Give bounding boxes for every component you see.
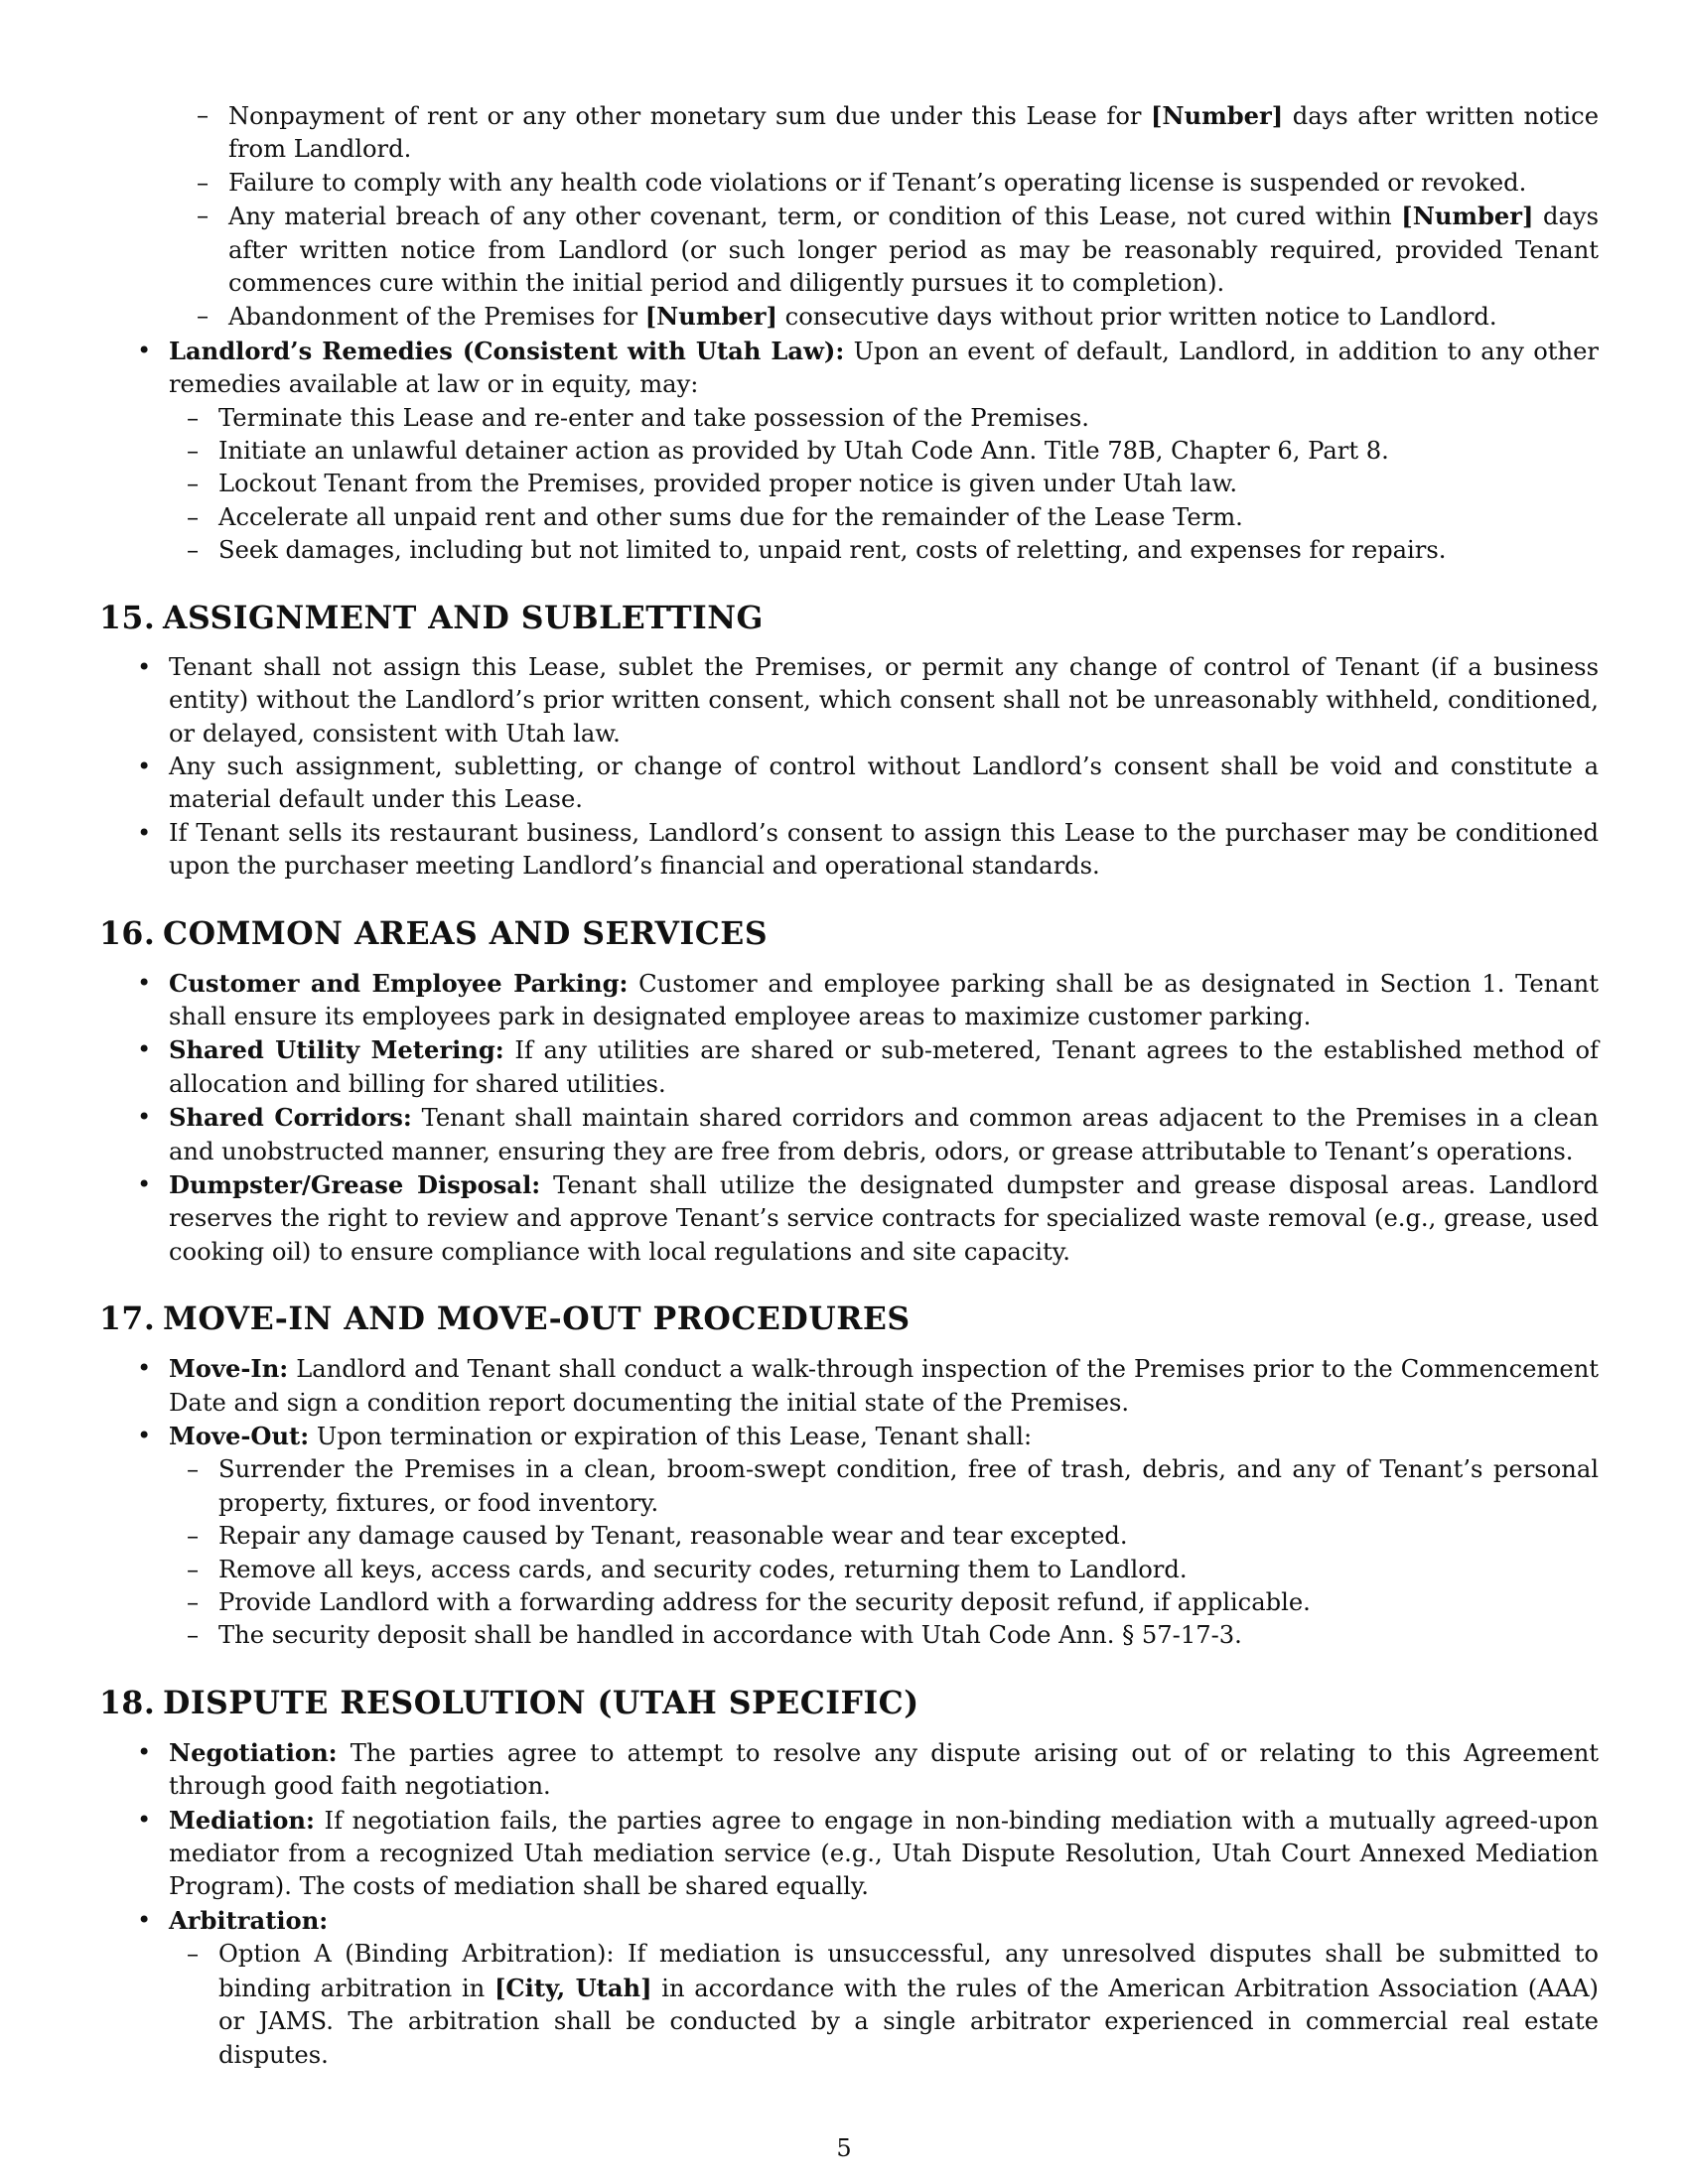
list-item: – Any material breach of any other covenant, term, or condition of this Lease, not cured within [Number] days after written notice from Landlord (or such longer period as may be reasonably required, provided Tenant commences cure within the initial period and diligently pursues it to completion). [99, 200, 1599, 300]
list-item: – Surrender the Premises in a clean, broom-swept condition, free of trash, debris, and any of Tenant’s personal property, fixtures, or food inventory. [159, 1453, 1599, 1520]
list-item: – Lockout Tenant from the Premises, provided proper notice is given under Utah law. [159, 468, 1599, 500]
list-item: – The security deposit shall be handled in accordance with Utah Code Ann. § 57-17-3. [159, 1619, 1599, 1652]
list-item: • If Tenant sells its restaurant business, Landlord’s consent to assign this Lease to the purchaser may be conditioned upon the purchaser meeting Landlord’s financial and operational standards. [99, 817, 1599, 884]
list-item: • Dumpster/Grease Disposal: Tenant shall utilize the designated dumpster and grease disposal areas. Landlord reserves the right to review and approve Tenant’s service contracts for specialized waste removal (e.g., grease, used cooking oil) to ensure compliance with local regulations and site capacity. [99, 1168, 1599, 1269]
list-item: • Arbitration: – Option A (Binding Arbitration): If mediation is unsuccessful, any unresolved disputes shall be submitted to binding arbitration in [City, Utah] in accordance with the rules of the American Arbitration Association (AAA) or JAMS. The arbitration shall be conducted by a single arbitrator experienced in commercial real estate disputes. [99, 1904, 1599, 2072]
list-item: – Failure to comply with any health code violations or if Tenant’s operating license is suspended or revoked. [99, 167, 1599, 200]
list-item: – Provide Landlord with a forwarding address for the security deposit refund, if applicable. [159, 1586, 1599, 1619]
list-item: • Move-Out: Upon termination or expiration of this Lease, Tenant shall: – Surrender the Premises in a clean, broom-swept condition, free of trash, debris, and any of Tenant’s personal property, fixtures, or food inventory. – Repair any damage caused by Tenant, reasonable wear and tear excepted. – Remove all keys, access cards, and security codes, returning them to Landlord. – Provide Landlord with a forwarding address for the security deposit refund, if applicable. – The security deposit shall be handled in accordance with Utah Code Ann. § 57-17-3. [99, 1420, 1599, 1653]
list-item: – Initiate an unlawful detainer action as provided by Utah Code Ann. Title 78B, Chapter 6, Part 8. [159, 435, 1599, 468]
list-item: • Any such assignment, subletting, or change of control without Landlord’s consent shall be void and constitute a material default under this Lease. [99, 751, 1599, 817]
section-16-list [99, 967, 1599, 1270]
list-item: – Option A (Binding Arbitration): If mediation is unsuccessful, any unresolved disputes shall be submitted to binding arbitration in [City, Utah] in accordance with the rules of the American Arbitration Association (AAA) or JAMS. The arbitration shall be conducted by a single arbitrator experienced in commercial real estate disputes. [159, 1938, 1599, 2072]
list-item: – Nonpayment of rent or any other monetary sum due under this Lease for [Number] days after written notice from Landlord. [99, 99, 1599, 167]
default-events-list [99, 99, 1599, 335]
section-heading-15: 15. ASSIGNMENT AND SUBLETTING [99, 599, 764, 636]
arbitration-sublist [159, 1938, 1599, 2072]
section-heading-17: 17. MOVE-IN AND MOVE-OUT PROCEDURES [99, 1300, 911, 1338]
remedies-list [99, 335, 1599, 568]
list-item: • Shared Utility Metering: If any utilities are shared or sub-metered, Tenant agrees to the established method of allocation and billing for shared utilities. [99, 1033, 1599, 1101]
list-item: • Move-In: Landlord and Tenant shall conduct a walk-through inspection of the Premises prior to the Commencement Date and sign a condition report documenting the initial state of the Premises. [99, 1352, 1599, 1420]
list-item: • Mediation: If negotiation fails, the parties agree to engage in non-binding mediation with a mutually agreed-upon mediator from a recognized Utah mediation service (e.g., Utah Dispute Resolution, Utah Court Annexed Mediation Program). The costs of mediation shall be shared equally. [99, 1804, 1599, 1904]
list-item: – Abandonment of the Premises for [Number] consecutive days without prior written notice to Landlord. [99, 300, 1599, 334]
list-item: – Accelerate all unpaid rent and other sums due for the remainder of the Lease Term. [159, 501, 1599, 534]
list-item: • Customer and Employee Parking: Customer and employee parking shall be as designated in Section 1. Tenant shall ensure its employees park in designated employee areas to maximize customer parking. [99, 967, 1599, 1034]
list-item: – Seek damages, including but not limited to, unpaid rent, costs of reletting, and expenses for repairs. [159, 534, 1599, 567]
list-item: • Landlord’s Remedies (Consistent with Utah Law): Upon an event of default, Landlord, in addition to any other remedies available at law or in equity, may: – Terminate this Lease and re-enter and take possession of the Premises. – Initiate an unlawful detainer action as provided by Utah Code Ann. Title 78B, Chapter 6, Part 8. – Lockout Tenant from the Premises, provided proper notice is given under Utah law. – Accelerate all unpaid rent and other sums due for the remainder of the Lease Term. – Seek damages, including but not limited to, unpaid rent, costs of reletting, and expenses for repairs. [99, 335, 1599, 568]
section-17-list [99, 1352, 1599, 1653]
list-item: • Tenant shall not assign this Lease, sublet the Premises, or permit any change of control of Tenant (if a business entity) without the Landlord’s prior written consent, which consent shall not be unreasonably withheld, conditioned, or delayed, consistent with Utah law. [99, 651, 1599, 751]
list-item: – Repair any damage caused by Tenant, reasonable wear and tear excepted. [159, 1520, 1599, 1553]
section-15-list [99, 651, 1599, 884]
remedies-sublist [159, 402, 1599, 568]
list-item: – Terminate this Lease and re-enter and take possession of the Premises. [159, 402, 1599, 435]
move-out-sublist [159, 1453, 1599, 1652]
section-heading-18: 18. DISPUTE RESOLUTION (UTAH SPECIFIC) [99, 1684, 919, 1721]
page-number: 5 [836, 2134, 852, 2162]
list-item: – Remove all keys, access cards, and security codes, returning them to Landlord. [159, 1554, 1599, 1586]
section-heading-16: 16. COMMON AREAS AND SERVICES [99, 914, 769, 952]
section-18-list [99, 1736, 1599, 2072]
list-item: • Negotiation: The parties agree to attempt to resolve any dispute arising out of or relating to this Agreement through good faith negotiation. [99, 1736, 1599, 1804]
list-item: • Shared Corridors: Tenant shall maintain shared corridors and common areas adjacent to the Premises in a clean and unobstructed manner, ensuring they are free from debris, odors, or grease attributable to Tenant’s operations. [99, 1101, 1599, 1168]
document-page [99, 99, 1599, 2072]
